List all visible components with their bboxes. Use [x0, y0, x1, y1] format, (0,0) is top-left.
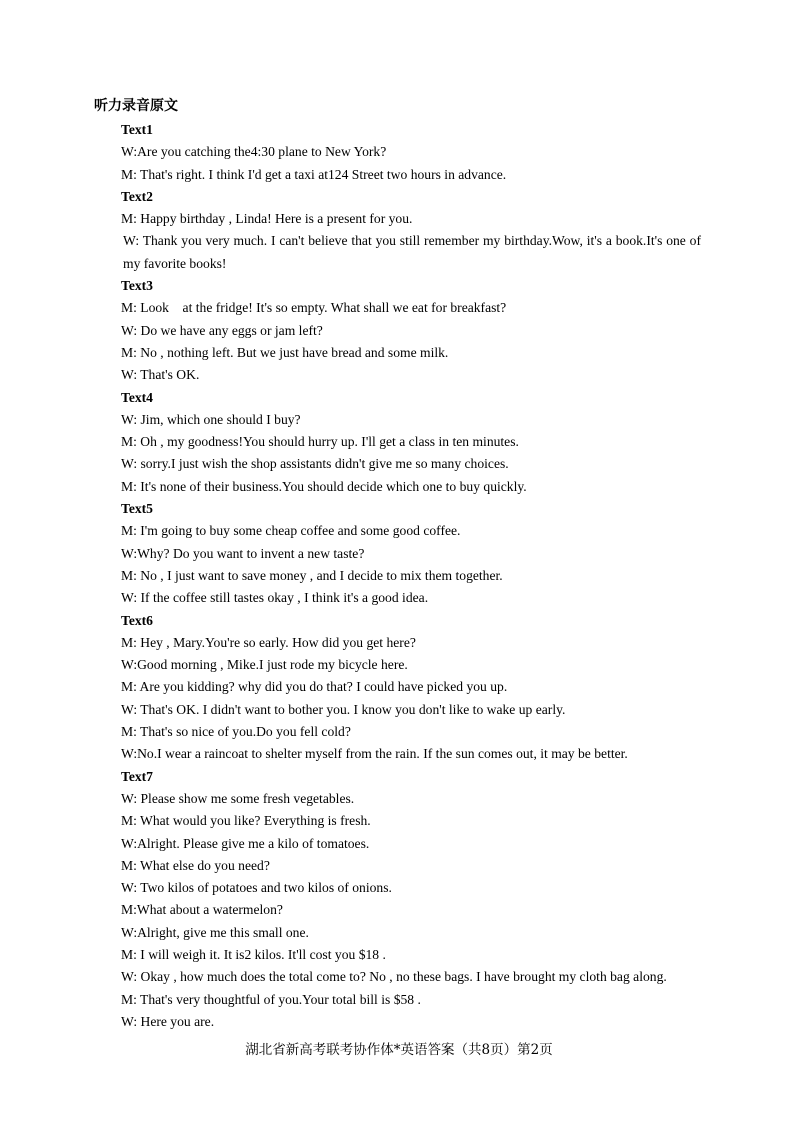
- dialogue-line: W: That's OK. I didn't want to bother you. I know you don't like to wake up early.: [121, 701, 566, 717]
- dialogue-line: W: Thank you very much. I can't believe that you still remember my birthday.Wow, it's a book.It's one of my favorite books!: [123, 233, 701, 271]
- section-heading: Text5: [121, 501, 153, 517]
- section-heading: Text7: [121, 768, 153, 784]
- dialogue-line: M: Are you kidding? why did you do that? I could have picked you up.: [121, 679, 508, 695]
- transcript: [121, 119, 701, 1033]
- dialogue-line: M: What else do you need?: [121, 857, 270, 873]
- section-heading: Text2: [121, 188, 153, 204]
- dialogue-line: M: It's none of their business.You should decide which one to buy quickly.: [121, 478, 527, 494]
- dialogue-line: M: Hey , Mary.You're so early. How did you get here?: [121, 634, 416, 650]
- dialogue-line: M: I will weigh it. It is2 kilos. It'll cost you $18 .: [121, 946, 386, 962]
- dialogue-line: W: Jim, which one should I buy?: [121, 411, 301, 427]
- dialogue-line: M: No , I just want to save money , and I decide to mix them together.: [121, 567, 503, 583]
- dialogue-line: W:Are you catching the4:30 plane to New York?: [121, 144, 387, 160]
- dialogue-line: M: No , nothing left. But we just have bread and some milk.: [121, 344, 449, 360]
- dialogue-line: W:Alright, give me this small one.: [121, 924, 309, 940]
- dialogue-line: W: Here you are.: [121, 1013, 215, 1029]
- section-heading: Text3: [121, 278, 153, 294]
- dialogue-line: W:Why? Do you want to invent a new taste?: [121, 545, 365, 561]
- dialogue-line: M: That's so nice of you.Do you fell cold?: [121, 724, 351, 740]
- dialogue-line: M:What about a watermelon?: [121, 902, 283, 918]
- dialogue-line: W: sorry.I just wish the shop assistants didn't give me so many choices.: [121, 456, 509, 472]
- dialogue-line: M: Look at the fridge! It's so empty. What shall we eat for breakfast?: [121, 300, 507, 316]
- section-heading: Text4: [121, 389, 153, 405]
- dialogue-line: W: Please show me some fresh vegetables.: [121, 790, 355, 806]
- dialogue-line: M: That's very thoughtful of you.Your total bill is $58 .: [121, 991, 421, 1007]
- dialogue-line: W: Do we have any eggs or jam left?: [121, 322, 323, 338]
- dialogue-line: M: I'm going to buy some cheap coffee and some good coffee.: [121, 523, 461, 539]
- dialogue-line: W:Good morning , Mike.I just rode my bicycle here.: [121, 657, 408, 673]
- dialogue-line: W: That's OK.: [121, 367, 200, 383]
- page-footer: 湖北省新高考联考协作体*英语答案（共8页）第2页: [245, 1042, 553, 1058]
- dialogue-line: M: Happy birthday , Linda! Here is a present for you.: [121, 211, 413, 227]
- section-heading: Text1: [121, 122, 153, 137]
- dialogue-line: W: Two kilos of potatoes and two kilos of onions.: [121, 880, 392, 896]
- dialogue-line: M: That's right. I think I'd get a taxi at124 Street two hours in advance.: [121, 166, 507, 182]
- dialogue-line: W: If the coffee still tastes okay , I think it's a good idea.: [121, 590, 429, 606]
- dialogue-line: W:No.I wear a raincoat to shelter myself from the rain. If the sun comes out, it may be better.: [121, 746, 628, 762]
- dialogue-line: W:Alright. Please give me a kilo of tomatoes.: [121, 835, 370, 851]
- page-title: 听力录音原文: [94, 98, 178, 114]
- dialogue-line: M: What would you like? Everything is fresh.: [121, 813, 371, 829]
- dialogue-line: M: Oh , my goodness!You should hurry up. I'll get a class in ten minutes.: [121, 434, 519, 450]
- dialogue-line: W: Okay , how much does the total come to? No , no these bags. I have brought my cloth bag along.: [121, 969, 667, 985]
- section-heading: Text6: [121, 612, 153, 628]
